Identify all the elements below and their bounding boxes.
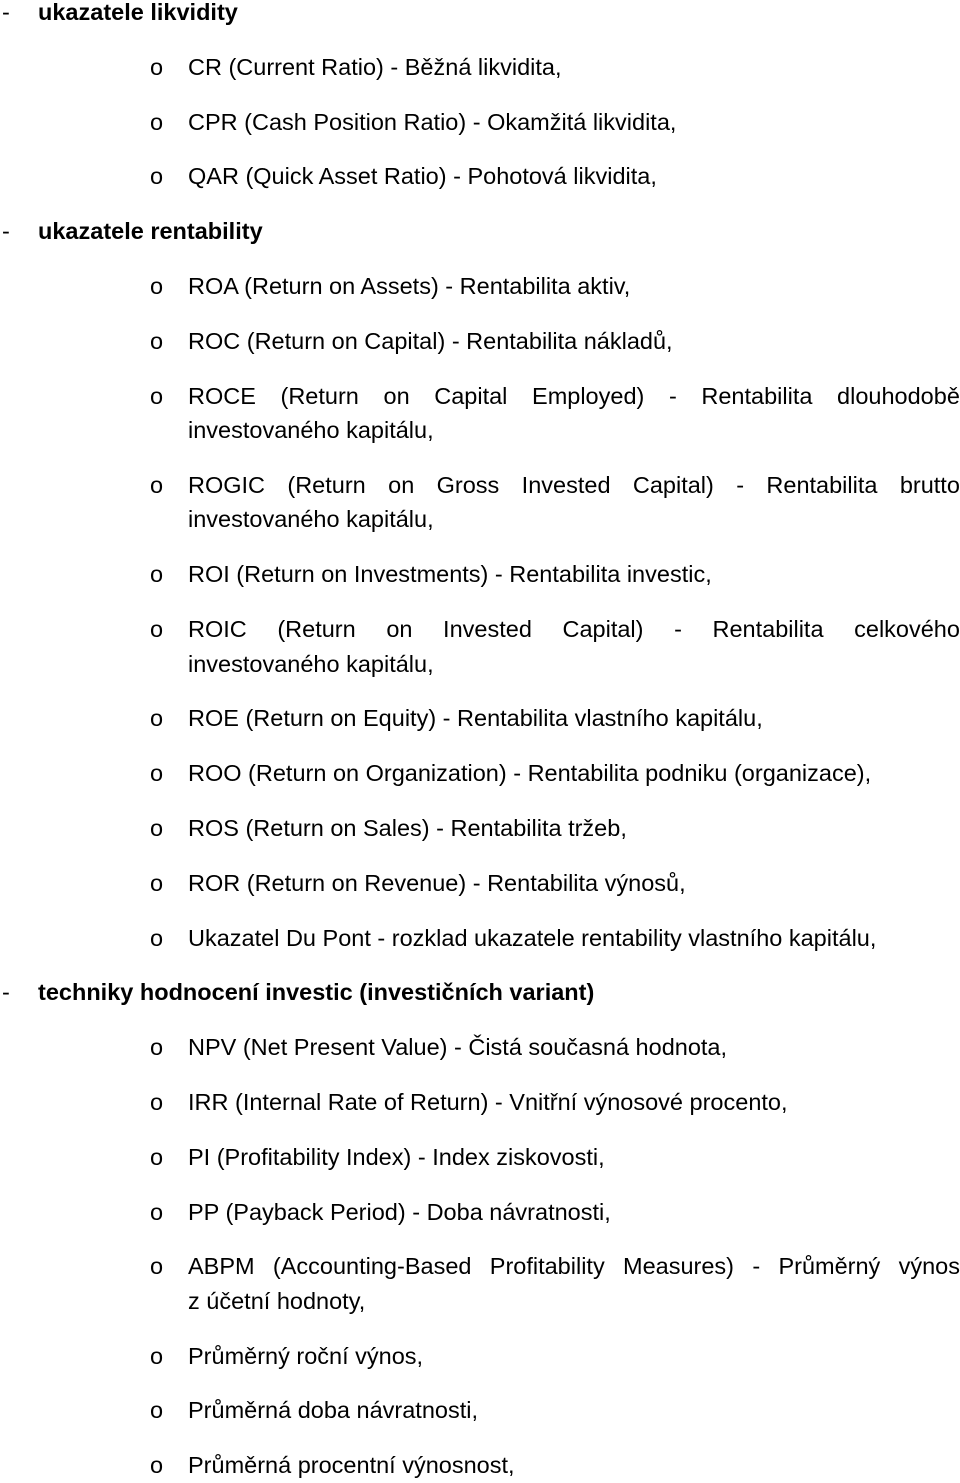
list-item-word: brutto bbox=[899, 471, 960, 498]
list-item-word: výnos bbox=[898, 1253, 960, 1280]
list-item-text bbox=[188, 1251, 960, 1281]
list-item bbox=[0, 1395, 960, 1425]
list-item-continuation-text: investovaného kapitálu, bbox=[188, 417, 434, 444]
list-item bbox=[0, 381, 960, 411]
bullet-marker: o bbox=[150, 327, 164, 354]
list-item-text: ROS (Return on Sales) - Rentabilita tržeb, bbox=[188, 814, 627, 841]
list-item bbox=[0, 107, 960, 137]
bullet-marker: o bbox=[150, 53, 164, 80]
list-item-text: PI (Profitability Index) - Index ziskovosti, bbox=[188, 1143, 605, 1170]
list-item-word: Profitability bbox=[489, 1253, 605, 1280]
list-item-text: ROR (Return on Revenue) - Rentabilita výnosů, bbox=[188, 869, 686, 896]
bullet-marker: o bbox=[150, 616, 164, 642]
list-item-word: celkového bbox=[854, 616, 960, 642]
list-item-word: ROIC bbox=[188, 616, 247, 642]
list-item bbox=[0, 813, 960, 843]
list-item-text: ROO (Return on Organization) - Rentabilita podniku (organizace), bbox=[188, 760, 872, 787]
list-item-text: Průměrná procentní výnosnost, bbox=[188, 1452, 515, 1479]
list-item-continuation-text: z účetní hodnoty, bbox=[188, 1287, 366, 1314]
bullet-marker: o bbox=[150, 814, 164, 841]
list-item bbox=[0, 1197, 960, 1227]
list-item-word: (Return bbox=[277, 616, 356, 642]
bullet-marker: o bbox=[150, 705, 164, 732]
list-item-word: ABPM bbox=[188, 1253, 255, 1280]
list-item-word: ROGIC bbox=[188, 471, 266, 498]
list-item-text: ROC (Return on Capital) - Rentabilita nákladů, bbox=[188, 327, 673, 354]
list-item-word: Measures) bbox=[623, 1253, 735, 1280]
list-item-word: - bbox=[674, 616, 682, 642]
bullet-marker: o bbox=[150, 273, 164, 299]
dash-marker: - bbox=[2, 979, 10, 1006]
list-item-word: dlouhodobě bbox=[837, 382, 960, 409]
list-item-word: Invested bbox=[521, 471, 611, 498]
bullet-marker: o bbox=[150, 382, 164, 409]
list-item-word: on bbox=[383, 382, 410, 409]
list-item bbox=[0, 326, 960, 356]
list-item bbox=[0, 161, 960, 191]
list-item-word: Capital) bbox=[632, 471, 714, 498]
list-item-text: QAR (Quick Asset Ratio) - Pohotová likvidita, bbox=[188, 163, 657, 190]
bullet-marker: o bbox=[150, 760, 164, 787]
section-heading-text: ukazatele likvidity bbox=[38, 0, 238, 25]
bullet-marker: o bbox=[150, 1088, 164, 1115]
list-item bbox=[0, 614, 960, 644]
bullet-marker: o bbox=[150, 163, 164, 190]
list-item-text: NPV (Net Present Value) - Čistá současná hodnota, bbox=[188, 1034, 728, 1061]
list-item-word: ROCE bbox=[188, 382, 256, 409]
list-item bbox=[0, 1032, 960, 1062]
dash-marker: - bbox=[2, 218, 10, 245]
list-item-text: Ukazatel Du Pont - rozklad ukazatele rentability vlastního kapitálu, bbox=[188, 924, 877, 951]
dash-marker: - bbox=[2, 0, 10, 25]
list-item bbox=[0, 703, 960, 733]
list-item-word: - bbox=[752, 1253, 761, 1280]
list-item-continuation bbox=[0, 415, 960, 445]
list-item-continuation bbox=[0, 504, 960, 534]
bullet-marker: o bbox=[150, 561, 164, 588]
list-item-word: Rentabilita bbox=[712, 616, 824, 642]
list-item-text: ROE (Return on Equity) - Rentabilita vlastního kapitálu, bbox=[188, 705, 763, 732]
list-item bbox=[0, 1087, 960, 1117]
list-item-word: on bbox=[388, 471, 415, 498]
list-item bbox=[0, 52, 960, 82]
section-heading bbox=[0, 216, 960, 246]
list-item bbox=[0, 868, 960, 898]
bullet-marker: o bbox=[150, 1452, 164, 1479]
list-item bbox=[0, 470, 960, 500]
section-heading bbox=[0, 0, 960, 27]
list-item-word: Průměrný bbox=[778, 1253, 881, 1280]
list-item-text: CR (Current Ratio) - Běžná likvidita, bbox=[188, 53, 562, 80]
list-item-word: Rentabilita bbox=[766, 471, 878, 498]
section-heading bbox=[0, 977, 960, 1007]
list-item-word: (Return bbox=[287, 471, 366, 498]
list-item-word: (Return bbox=[280, 382, 359, 409]
list-item-text: ROI (Return on Investments) - Rentabilita investic, bbox=[188, 561, 712, 588]
bullet-marker: o bbox=[150, 471, 164, 498]
list-item-word: - bbox=[668, 382, 677, 409]
bullet-marker: o bbox=[150, 869, 164, 896]
list-item-text: Průměrná doba návratnosti, bbox=[188, 1397, 478, 1424]
list-item bbox=[0, 1251, 960, 1281]
list-item bbox=[0, 1142, 960, 1172]
bullet-marker: o bbox=[150, 1342, 164, 1369]
list-item-word: - bbox=[736, 471, 745, 498]
list-item bbox=[0, 271, 960, 301]
bullet-marker: o bbox=[150, 1198, 164, 1225]
bullet-marker: o bbox=[150, 1397, 164, 1424]
bullet-marker: o bbox=[150, 1253, 164, 1280]
list-item-continuation bbox=[0, 1286, 960, 1316]
list-item-text: Průměrný roční výnos, bbox=[188, 1342, 424, 1369]
list-item-text bbox=[188, 614, 960, 644]
list-item-word: Capital bbox=[434, 382, 508, 409]
list-item-word: (Accounting-Based bbox=[272, 1253, 472, 1280]
list-item bbox=[0, 923, 960, 953]
list-item-text: ROA (Return on Assets) - Rentabilita aktiv, bbox=[188, 273, 631, 299]
list-item-word: Capital) bbox=[562, 616, 644, 642]
list-item-text: CPR (Cash Position Ratio) - Okamžitá likvidita, bbox=[188, 108, 677, 135]
list-item-text: PP (Payback Period) - Doba návratnosti, bbox=[188, 1198, 611, 1225]
list-item bbox=[0, 559, 960, 589]
list-item-continuation-text: investovaného kapitálu, bbox=[188, 650, 434, 677]
bullet-marker: o bbox=[150, 1034, 164, 1061]
list-item-text: IRR (Internal Rate of Return) - Vnitřní výnosové procento, bbox=[188, 1088, 788, 1115]
bullet-marker: o bbox=[150, 1143, 164, 1170]
list-item-word: Gross bbox=[436, 471, 500, 498]
list-item-text bbox=[188, 470, 960, 500]
section-heading-text: ukazatele rentability bbox=[38, 218, 263, 245]
list-item-word: Rentabilita bbox=[701, 382, 813, 409]
list-item-text bbox=[188, 381, 960, 411]
list-item bbox=[0, 1341, 960, 1371]
list-item-continuation bbox=[0, 649, 960, 679]
list-item bbox=[0, 1450, 960, 1480]
bullet-marker: o bbox=[150, 108, 164, 135]
section-heading-text: techniky hodnocení investic (investičních variant) bbox=[38, 979, 595, 1006]
list-item bbox=[0, 758, 960, 788]
list-item-word: Invested bbox=[443, 616, 532, 642]
list-item-continuation-text: investovaného kapitálu, bbox=[188, 506, 434, 533]
list-item-word: on bbox=[386, 616, 413, 642]
list-item-word: Employed) bbox=[532, 382, 645, 409]
bullet-marker: o bbox=[150, 924, 164, 951]
